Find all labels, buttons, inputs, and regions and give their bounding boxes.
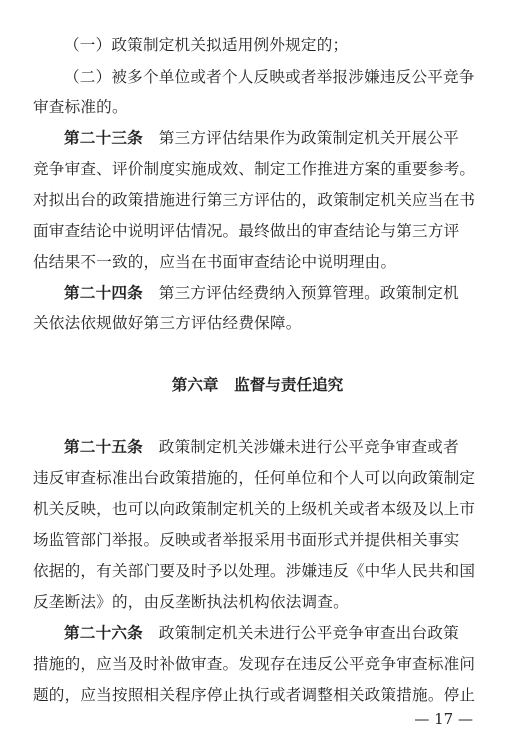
line-text: 估结果不一致的，应当在书面审查结论中说明理由。: [33, 253, 397, 271]
text-line: [33, 97, 128, 117]
line-text: 反垄断法》的，由反垄断执法机构依法调查。: [33, 593, 349, 611]
text-line: [33, 530, 459, 550]
line-text: 竞争审查、评价制度实施成效、制定工作推进方案的重要参考。: [33, 160, 476, 178]
line-text: 对拟出台的政策措施进行第三方评估的，政策制定机关应当在书: [33, 191, 476, 209]
page-number: — 17 —: [414, 710, 473, 728]
article-number: 第二十六条: [64, 624, 143, 642]
line-text: 措施的，应当及时补做审查。发现存在违反公平竞争审查标准问: [33, 655, 476, 673]
text-line: [33, 561, 475, 581]
text-line: [64, 67, 475, 87]
line-text: 依据的，有关部门要及时予以处理。涉嫌违反《中华人民共和国: [33, 562, 476, 580]
line-text: （二）被多个单位或者个人反映或者举报涉嫌违反公平竞争: [64, 68, 475, 86]
text-line: [33, 654, 475, 674]
line-text: 审查标准的。: [33, 98, 128, 116]
text-line: [33, 159, 475, 179]
text-line: [64, 128, 459, 148]
line-text: 第三方评估经费纳入预算管理。政策制定机: [142, 284, 459, 302]
line-text: 面审查结论中说明评估情况。最终做出的审查结论与第三方评: [33, 222, 460, 240]
line-text: 政策制定机关涉嫌未进行公平竞争审查或者: [142, 438, 459, 456]
line-text: 政策制定机关未进行公平竞争审查出台政策: [142, 624, 459, 642]
article-number: 第二十五条: [64, 438, 143, 456]
line-text: 机关反映，也可以向政策制定机关的上级机关或者本级及以上市: [33, 500, 476, 518]
line-text: 场监管部门举报。反映或者举报采用书面形式并提供相关事实: [33, 531, 460, 549]
text-line: [33, 592, 349, 612]
article-number: 第二十四条: [64, 284, 143, 302]
article-number: 第二十三条: [64, 129, 143, 147]
text-line: [33, 190, 475, 210]
line-text: 关依法依规做好第三方评估经费保障。: [33, 314, 302, 332]
text-line: [64, 35, 348, 55]
line-text: （一）政策制定机关拟适用例外规定的；: [64, 36, 349, 54]
text-line: [33, 499, 475, 519]
chapter-title: 第六章 监督与责任追究: [171, 376, 344, 394]
text-line: [33, 468, 475, 488]
text-line: [64, 437, 459, 457]
text-line: [64, 283, 459, 303]
text-line: [33, 685, 475, 705]
text-line: [64, 623, 459, 643]
text-line: [33, 221, 459, 241]
text-line: [33, 313, 302, 333]
line-text: 题的，应当按照相关程序停止执行或者调整相关政策措施。停止: [33, 686, 476, 704]
text-line: [33, 252, 396, 272]
line-text: 第三方评估结果作为政策制定机关开展公平: [142, 129, 459, 147]
line-text: 违反审查标准出台政策措施的，任何单位和个人可以向政策制定: [33, 469, 476, 487]
